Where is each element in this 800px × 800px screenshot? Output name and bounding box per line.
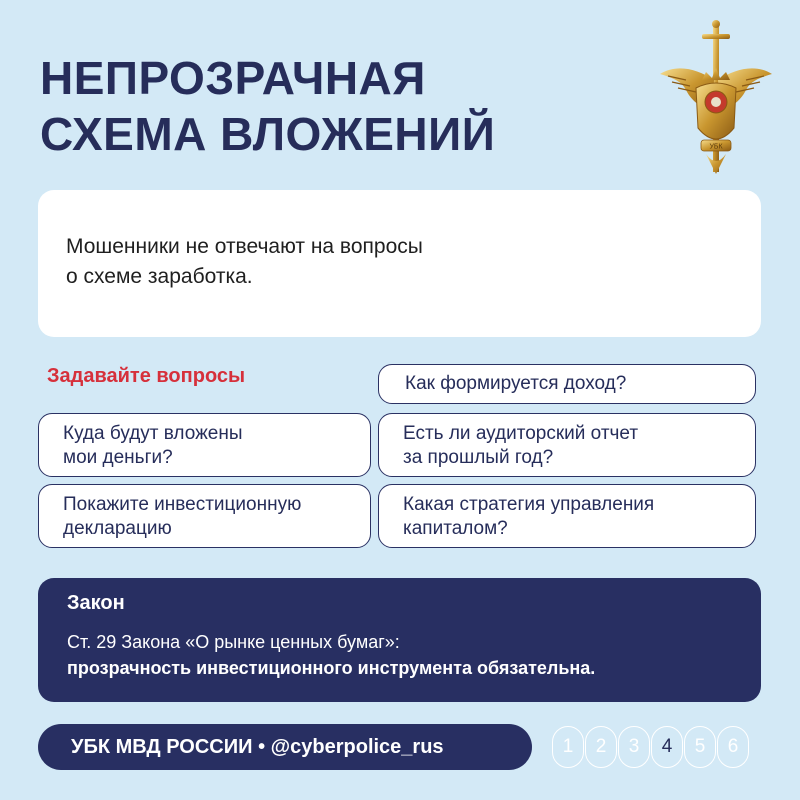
law-title: Закон bbox=[67, 592, 125, 614]
emblem-label: УБК bbox=[709, 143, 723, 151]
question-text-line-1: Куда будут вложены bbox=[63, 423, 243, 444]
footer-handle: @cyberpolice_rus bbox=[270, 736, 444, 758]
question-text-line-1: Покажите инвестиционную bbox=[63, 494, 302, 515]
question-pill-audit bbox=[378, 413, 756, 477]
page-4: 4 bbox=[651, 726, 683, 768]
title-line-2: СХЕМА ВЛОЖЕНИЙ bbox=[40, 108, 496, 160]
footer-separator: • bbox=[258, 736, 266, 758]
page-6: 6 bbox=[717, 726, 749, 768]
question-pill-declaration bbox=[38, 484, 371, 548]
page-3: 3 bbox=[618, 726, 650, 768]
question-text-line-1: Какая стратегия управления bbox=[403, 494, 655, 515]
mvd-emblem-icon bbox=[656, 18, 776, 178]
question-text-line-2: капиталом? bbox=[403, 518, 508, 539]
page-1: 1 bbox=[552, 726, 584, 768]
question-text-line-1: Есть ли аудиторский отчет bbox=[403, 423, 639, 444]
intro-line-1: Мошенники не отвечают на вопросы bbox=[66, 235, 423, 258]
ask-questions-heading: Задавайте вопросы bbox=[47, 365, 246, 387]
question-text-line-2: мои деньги? bbox=[63, 447, 173, 468]
title-line-1: НЕПРОЗРАЧНАЯ bbox=[40, 52, 426, 104]
page-5: 5 bbox=[684, 726, 716, 768]
question-pill-money bbox=[38, 413, 371, 477]
question-text-line-2: за прошлый год? bbox=[403, 447, 554, 468]
page-title bbox=[40, 50, 600, 162]
footer-org: УБК МВД РОССИИ bbox=[71, 736, 253, 758]
footer-text bbox=[71, 724, 444, 770]
page-2: 2 bbox=[585, 726, 617, 768]
intro-text bbox=[66, 232, 666, 292]
law-card bbox=[38, 578, 761, 702]
question-pill-strategy bbox=[378, 484, 756, 548]
law-citation: Ст. 29 Закона «О рынке ценных бумаг»: bbox=[67, 632, 400, 652]
footer-bar bbox=[38, 724, 532, 770]
question-pill-income bbox=[378, 364, 756, 404]
law-statement: прозрачность инвестиционного инструмента обязательна. bbox=[67, 658, 596, 678]
question-text-line-2: декларацию bbox=[63, 518, 172, 539]
intro-card bbox=[38, 190, 761, 337]
intro-line-2: о схеме заработка. bbox=[66, 265, 253, 288]
pagination bbox=[552, 726, 749, 768]
question-text: Как формируется доход? bbox=[405, 373, 627, 394]
